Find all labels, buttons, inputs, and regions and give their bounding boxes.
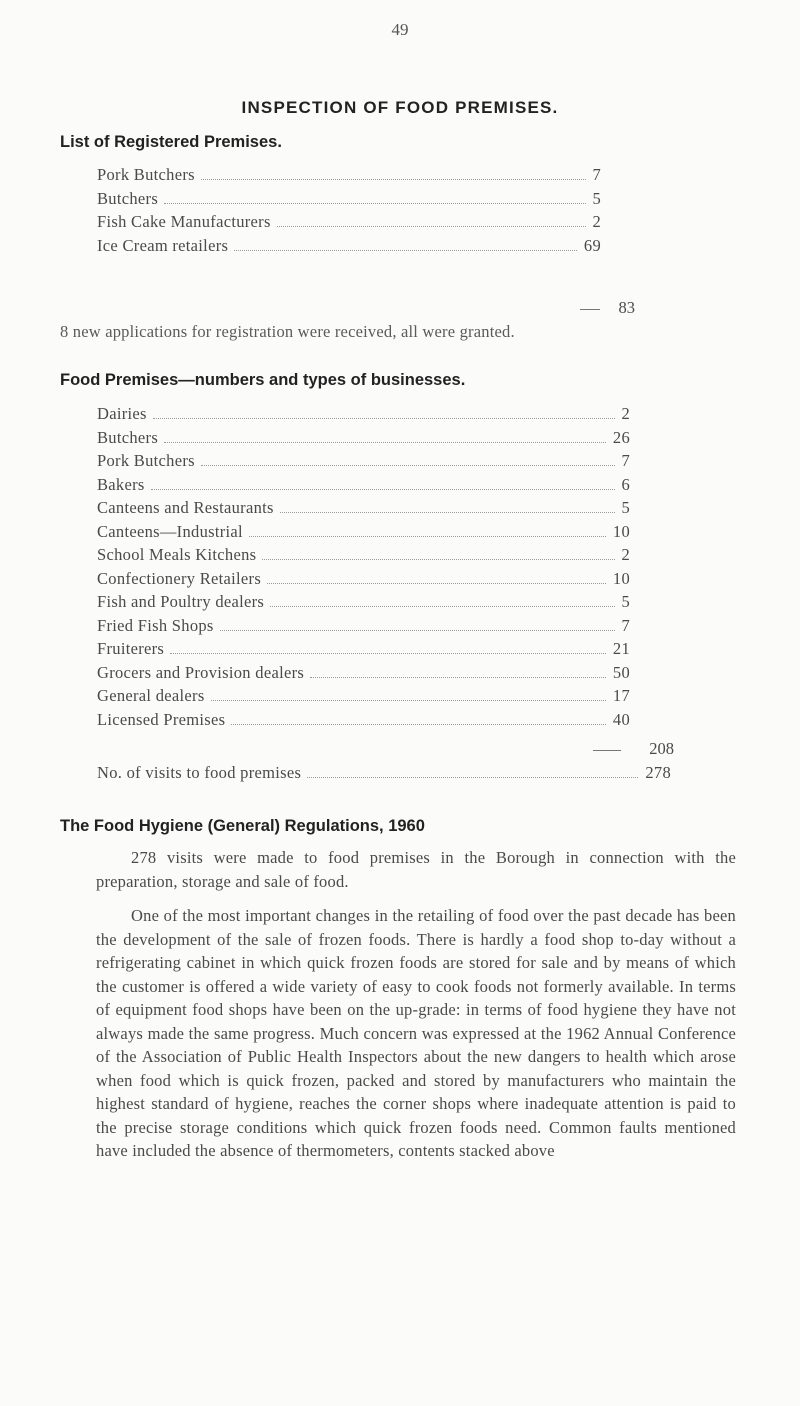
visits-label: No. of visits to food premises <box>97 763 302 782</box>
food-premises-item-row <box>97 451 697 473</box>
registered-item-label: Fish Cake Manufacturers <box>97 212 271 231</box>
food-premises-item-leader-dots <box>267 583 606 584</box>
food-premises-heading: Food Premises—numbers and types of businesses. <box>60 371 466 389</box>
food-premises-item-label: Bakers <box>97 474 145 494</box>
food-premises-item-value: 10 <box>612 521 630 541</box>
food-premises-item-row <box>97 592 697 614</box>
food-premises-item-value: 7 <box>621 615 630 635</box>
food-premises-item-row <box>97 522 697 544</box>
food-premises-item-leader-dots <box>211 700 606 701</box>
registered-item-value: 5 <box>592 188 601 208</box>
registered-premises-heading: List of Registered Premises. <box>60 133 282 151</box>
food-premises-item-label: Pork Butchers <box>97 451 195 470</box>
food-premises-item-label: Fried Fish Shops <box>97 615 214 635</box>
food-premises-item-row <box>97 475 697 497</box>
registered-item-leader-dots <box>277 226 586 227</box>
registered-item-label: Butchers <box>97 188 159 208</box>
food-premises-item-value: 2 <box>621 404 630 423</box>
food-premises-item-value: 26 <box>612 427 630 447</box>
food-premises-item-value: 2 <box>621 545 630 564</box>
food-premises-item-leader-dots <box>164 442 606 443</box>
food-premises-item-row <box>97 710 697 732</box>
registered-item-leader-dots <box>164 203 586 204</box>
registered-item-leader-dots <box>234 250 577 251</box>
regulations-heading: The Food Hygiene (General) Regulations, 1960 <box>60 817 425 835</box>
food-premises-item-leader-dots <box>170 653 606 654</box>
food-premises-item-leader-dots <box>231 724 606 725</box>
food-premises-item-value: 7 <box>621 451 630 470</box>
food-premises-item-row <box>97 545 697 567</box>
food-premises-item-value: 5 <box>621 592 630 611</box>
food-premises-item-leader-dots <box>153 418 615 419</box>
food-premises-item-label: Grocers and Provision dealers <box>97 662 305 682</box>
visits-row <box>97 763 677 785</box>
food-premises-item-value: 40 <box>612 709 630 729</box>
registered-item-row <box>97 236 697 258</box>
registered-total: 83 <box>618 298 635 317</box>
registered-item-value: 2 <box>592 212 601 231</box>
food-premises-item-value: 50 <box>612 662 630 682</box>
visits-value: 278 <box>645 763 671 782</box>
registered-item-label: Ice Cream retailers <box>97 235 229 255</box>
food-premises-total: 208 <box>649 739 674 758</box>
food-premises-item-label: Dairies <box>97 404 147 423</box>
registered-item-row <box>97 165 697 187</box>
registered-item-row <box>97 212 697 234</box>
food-premises-item-leader-dots <box>201 465 615 466</box>
page-number: 49 <box>391 20 409 39</box>
food-premises-item-value: 10 <box>612 568 630 588</box>
food-premises-item-label: Licensed Premises <box>97 709 226 729</box>
food-premises-item-label: Fish and Poultry dealers <box>97 592 265 611</box>
food-premises-item-value: 21 <box>612 639 630 658</box>
food-premises-item-leader-dots <box>151 489 615 490</box>
regulations-paragraph-1: 278 visits were made to food premises in the Borough in connection with the preparation, storage and sale of food. <box>96 848 736 891</box>
food-premises-item-leader-dots <box>220 630 615 631</box>
food-premises-item-leader-dots <box>249 536 606 537</box>
food-premises-item-row <box>97 663 697 685</box>
food-premises-item-leader-dots <box>262 559 615 560</box>
registered-item-leader-dots <box>201 179 586 180</box>
registered-item-row <box>97 189 697 211</box>
visits-leader-dots <box>307 777 638 778</box>
food-premises-item-leader-dots <box>280 512 615 513</box>
food-premises-item-label: General dealers <box>97 686 205 705</box>
food-premises-item-label: Butchers <box>97 427 159 447</box>
food-premises-item-row <box>97 404 697 426</box>
food-premises-item-leader-dots <box>270 606 615 607</box>
food-premises-item-row <box>97 616 697 638</box>
food-premises-item-row <box>97 428 697 450</box>
food-premises-item-value: 6 <box>621 474 630 494</box>
food-premises-item-label: Fruiterers <box>97 639 165 658</box>
food-premises-item-label: Canteens and Restaurants <box>97 498 274 517</box>
food-premises-item-row <box>97 686 697 708</box>
food-premises-item-leader-dots <box>310 677 606 678</box>
registered-note: 8 new applications for registration were received, all were granted. <box>60 322 515 341</box>
registered-item-value: 7 <box>592 165 601 184</box>
page-title: INSPECTION OF FOOD PREMISES. <box>241 98 559 117</box>
food-premises-item-row <box>97 498 697 520</box>
food-premises-item-value: 5 <box>621 498 630 517</box>
food-premises-item-label: Confectionery Retailers <box>97 568 262 588</box>
registered-item-value: 69 <box>583 235 601 255</box>
food-premises-item-label: Canteens—Industrial <box>97 521 243 541</box>
food-premises-item-value: 17 <box>612 686 630 705</box>
registered-item-label: Pork Butchers <box>97 165 195 184</box>
food-premises-item-row <box>97 639 697 661</box>
food-premises-item-row <box>97 569 697 591</box>
regulations-paragraph-2: One of the most important changes in the retailing of food over the past decade has been the development of the sale of frozen foods. There is hardly a food shop to-day without a refrigerating cabinet in which quick frozen foods are stored for sale and by means of which the customer is offered a wide variety of easy to cook foods not formerly available. In terms of equipment food shops have been on the up-grade: in terms of food hygiene they have not always made the same progress. Much concern was expressed at the 1962 Annual Conference of the Association of Public Health Inspectors about the new dangers to health which arose when food which is quick frozen, packed and stored by manufacturers who maintain the highest standard of hygiene, reaches the corner shops where inadequate attention is paid to the precise storage conditions which quick frozen foods need. Common faults mentioned have included the absence of thermometers, contents stacked above <box>96 906 736 1160</box>
food-premises-item-label: School Meals Kitchens <box>97 545 257 564</box>
